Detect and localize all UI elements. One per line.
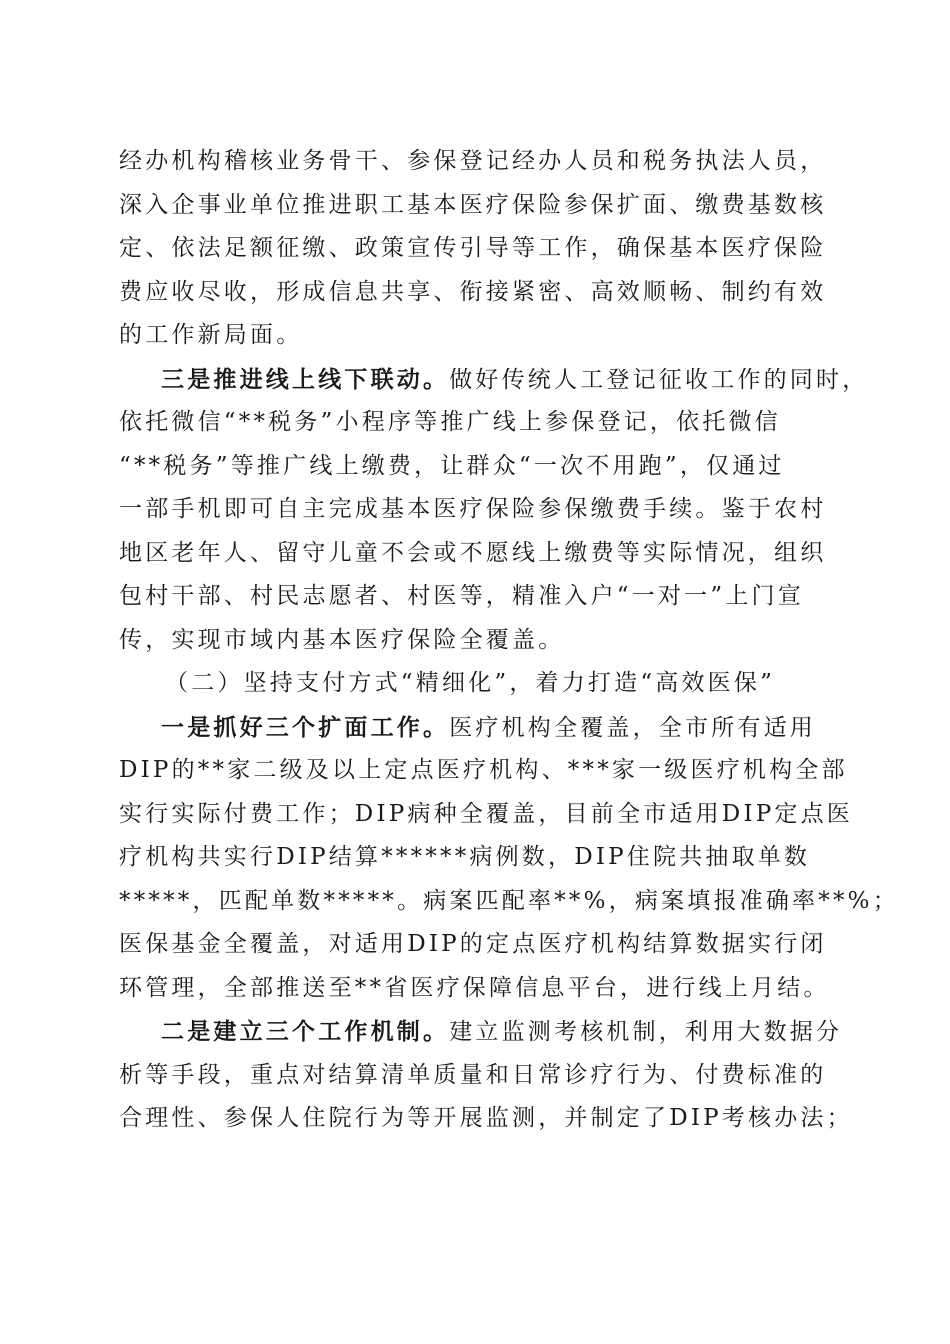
text-line: DIP的**家二级及以上定点医疗机构、***家一级医疗机构全部: [119, 757, 848, 783]
paragraph-first-line: [119, 706, 839, 750]
paragraph-lead: 二是建立三个工作机制。: [161, 1018, 450, 1045]
paragraph-4: [119, 1010, 853, 1141]
text-line: 包村干部、村民志愿者、村医等，精准入户“一对一”上门宣: [119, 583, 804, 609]
paragraph-2: [119, 358, 869, 663]
document-body: [119, 140, 899, 1141]
paragraph-1: [119, 140, 839, 358]
text-line: 深入企事业单位推进职工基本医疗保险参保扩面、缴费基数核: [119, 191, 827, 218]
text-line: *****，匹配单数*****。病案匹配率**%，病案填报准确率**%；: [119, 887, 899, 914]
text-line: 环管理，全部推送至**省医疗保障信息平台，进行线上月结。: [119, 974, 830, 1001]
text-line: “**税务”等推广线上缴费，让群众“一次不用跑”，仅通过: [119, 452, 785, 479]
paragraph-lead: 三是推进线上线下联动。: [161, 365, 450, 393]
text-span: 医疗机构全覆盖，全市所有适用: [449, 714, 817, 741]
text-line: 实行实际付费工作；DIP病种全覆盖，目前全市适用DIP定点医: [119, 800, 854, 827]
paragraph-lead: 一是抓好三个扩面工作。: [161, 713, 450, 741]
text-line: 一部手机即可自主完成基本医疗保险参保缴费手续。鉴于农村: [119, 496, 827, 522]
text-line: 定、依法足额征缴、政策宣传引导等工作，确保基本医疗保险: [119, 235, 827, 261]
text-line: 传，实现市域内基本医疗保险全覆盖。: [119, 626, 565, 653]
paragraph-3: [119, 706, 899, 1011]
text-span: 建立监测考核机制，利用大数据分: [449, 1019, 843, 1045]
text-line: 费应收尽收，形成信息共享、衔接紧密、高效顺畅、制约有效: [119, 278, 827, 305]
text-line: 依托微信“**税务”小程序等推广线上参保登记，依托微信: [119, 409, 781, 435]
text-line: 析等手段，重点对结算清单质量和日常诊疗行为、付费标准的: [119, 1061, 827, 1088]
section-heading: （二）坚持支付方式“精细化”，着力打造“高效医保”: [165, 670, 776, 696]
paragraph-first-line: [119, 1010, 843, 1054]
text-line: 医保基金全覆盖，对适用DIP的定点医疗机构结算数据实行闭: [119, 931, 827, 957]
text-line: 疗机构共实行DIP结算******病例数，DIP住院共抽取单数: [119, 844, 811, 870]
text-span: 做好传统人工登记征收工作的同时，: [449, 366, 869, 393]
text-line: 地区老年人、留守儿童不会或不愿线上缴费等实际情况，组织: [119, 539, 827, 566]
text-line: 合理性、参保人住院行为等开展监测，并制定了DIP考核办法；: [119, 1105, 853, 1131]
text-line: 经办机构稽核业务骨干、参保登记经办人员和税务执法人员，: [119, 148, 827, 174]
text-line: 的工作新局面。: [119, 322, 303, 348]
paragraph-first-line: [119, 358, 869, 402]
